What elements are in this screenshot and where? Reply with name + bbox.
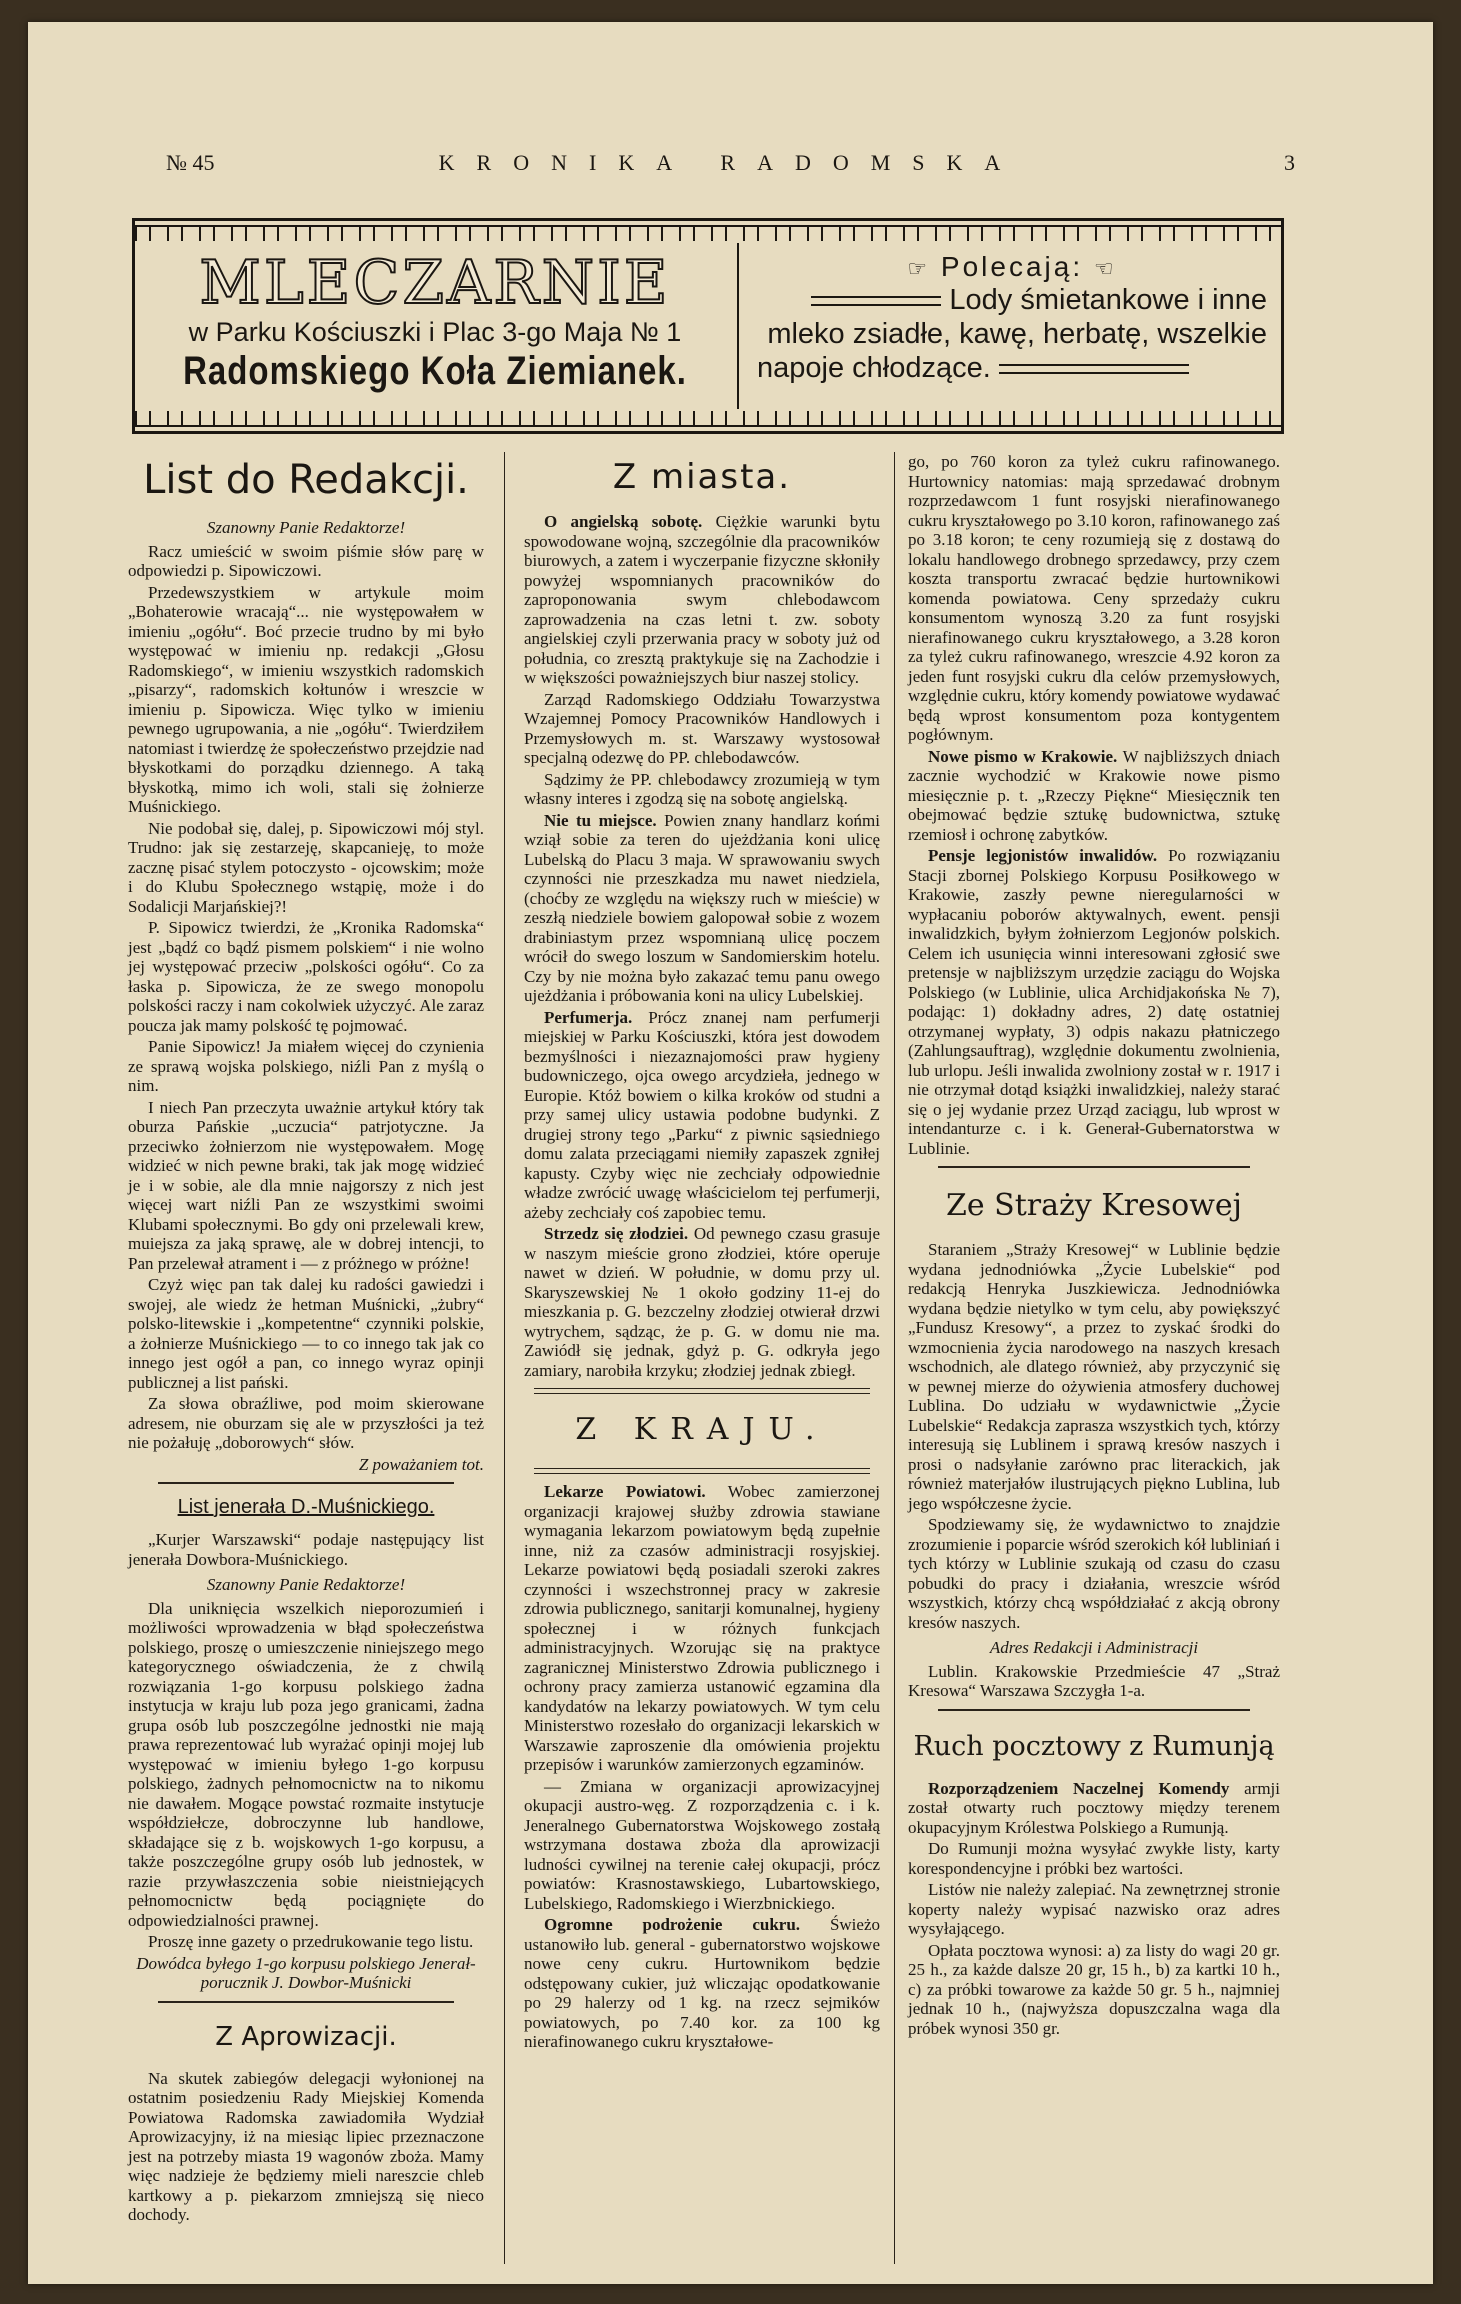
- advertisement-box: [132, 218, 1284, 434]
- signature: Dowódca byłego 1-go korpusu polskiego Jenerał-porucznik J. Dowbor-Muśnicki: [136, 1953, 476, 1992]
- section-heading: Ruch pocztowy z Rumunją: [913, 1730, 1275, 1762]
- paragraph: Dla uniknięcia wszelkich nieporozumień i możliwości wprowadzenia w błąd społeczeństwa polskiego, proszę o umieszczenie niniejszego mego kategorycznego oświadczenia, że z chwilą rozwiązania 1-go korpusu polskiego żadna instytucja w kraju lub poza jego granicami, żadna grupa osób lub poszczególne jednostki nie mają prawa reprezentować lub wyrażać opinji mojej lub występować w imieniu byłego 1-go korpusu polskiego, żadnych pełnomocnictw na to nikomu nie dawałem. Mogące powstać rozmaite instytucje współdziełcze, dobroczynne lub handlowe, składające się z b. wojskowych 1-go korpusu, a także poszczególne grupy osób lub jednostek, w razie przywłaszczenia sobie nieistniejących pełnomocnictw będą pociągnięte do odpowiedzialności prawnej.: [128, 1598, 484, 1930]
- ad-divider: [737, 243, 739, 409]
- paragraph: go, po 760 koron za tyleż cukru rafinowanego. Hurtownicy natomias: mają sprzedawać drobnym rozprzedawcom 1 funt rosyjski nierafinowanego cukru kryształowego po 3.10 koron, rafinowanego zaś po 3.18 koron; te ceny rozumieją się z dostawą do lokalu handlowego drobnego sprzedawcy, przy czem koszta transportu zwracać będzie hurtownikowi komenda powiatowa. Ceny sprzedaży cukru konsumentom wynoszą 3.20 za funt rosyjski nierafinowanego cukru kryształowego, a 3.28 koron za tyleż cukru rafinowanego, wreszcie 4.92 koron za jeden funt rosyjski cukru dla celów przemysłowych, względnie cukru, który komendy powiatowe wydawać będą wprost konsumentom poza kontygentem pogłównym.: [908, 452, 1280, 744]
- paragraph: Czyż więc pan tak dalej ku radości gawiedzi i swojej, ale wiedz że hetman Muśnicki, „żubry“ polsko-litewskie i „kompetentne“ czynniki polskie, a żołnierze Muśnickiego — to co innego tak jak co innego jest ogół a pan, co innego wyraz opinji publicznej a list pański.: [128, 1275, 484, 1392]
- running-header: [166, 150, 1295, 180]
- paragraph: — Zmiana w organizacji aprowizacyjnej okupacji austro-węg. Z rozporządzenia c. i k. Jeneralnego Gubernatorstwa Wojskowego zostałą wstrzymana dostawa zboża dla aprowizacji ludności cywilnej na terenie całej okupacji, prócz powiatów: Krasnostawskiego, Lubartowskiego, Lubelskiego, Radomskiego i Wierzbnickiego.: [524, 1776, 880, 1913]
- ad-recommend-label: Polecają:: [940, 251, 1084, 282]
- section-heading: Z miasta.: [612, 457, 792, 497]
- address: Lublin. Krakowskie Przedmieście 47 „Straż Kresowa“ Warszawa Szczygła 1-a.: [908, 1661, 1280, 1700]
- paragraph: I niech Pan przeczyta uważnie artykuł który tak oburza Pańskie „uczucia“ patrjotyczne. Ja przeciwko żołnierzom nie występowałem. Mogę widzieć w nich pewne braki, tak jak mogę widzieć je i w sobie, ale dla mnie najgorszy z nich jest więcej wart niźli Pan ze wszystkimi swoimi Klubami społecznymi. Bo gdy oni przelewali krew, muiejsza za jaką sprawę, ale w dobrej intencji, to Pan przelewał atrament i — z próżnego w próżne!: [128, 1097, 484, 1273]
- column-2: [524, 452, 880, 2268]
- ad-recommend-line: [757, 251, 1267, 283]
- paragraph: Listów nie należy zalepiać. Na zewnętrznej stronie koperty należy wypisać nazwisko oraz adres wysyłającego.: [908, 1880, 1280, 1938]
- paragraph: Spodziewamy się, że wydawnictwo to znajdzie zrozumienie i poparcie wśród szerokich kół lubliniań i tych którzy w Lublinie szukają od czasu do czasu pobudki do pracy i działania, wreszcie wśród wszystkich, którzy chcą współdziałać z akcją obrony kresów naszych.: [908, 1515, 1280, 1632]
- paragraph: Na skutek zabiegów delegacji wyłonionej na ostatnim posiedzeniu Rady Miejskiej Komenda Powiatowa Radomska zawiadomiła Wydział Aprowizacyjny, iż na miesiąc lipiec przeznaczone jest na potrzeby miasta 19 wagonów zboża. Mamy więc nadzieje że będziemy mieli nareszcie chleb kartkowy a p. piekarzom zmniejszą się nieco dochody.: [128, 2068, 484, 2224]
- ad-organization: Radomskiego Koła Ziemianek.: [183, 348, 687, 393]
- divider: [534, 1388, 870, 1394]
- ad-right-panel: [757, 251, 1267, 385]
- paragraph: Opłata pocztowa wynosi: a) za listy do wagi 20 gr. 25 h., za każde dalsze 20 gr, 15 h., b) za kartki 10 h., c) za próbki towarowe za każde 50 gr. 5 h., najmniej jednak 10 h., (najwyższa dopuszczalna waga dla próbek wynosi 350 gr.: [908, 1940, 1280, 2038]
- newspaper-title: KRONIKA RADOMSKA: [438, 150, 1023, 175]
- paragraph: Nowe pismo w Krakowie. W najbliższych dniach zacznie wychodzić w Krakowie nowe pismo miesięcznie p. t. „Rzeczy Piękne“ Miesięcznik ten obejmować będzie sztukę budownictwa, sztukę rzemiosł i ochronę zabytków.: [908, 746, 1280, 844]
- page-number: 3: [1284, 150, 1295, 175]
- paragraph: O angielską sobotę. Ciężkie warunki bytu spowodowane wojną, szczególnie dla pracowników biurowych, a zatem i wyczerpanie fizyczne skłoniły powyżej wspomnianych pracowników do zaproponowania swym chlebodawcom zaprowadzenia na czas letni t. zw. soboty angielskiej czyli przerwania pracy w soboty już od południa, co zresztą praktykuje się na Zachodzie i w większości poważniejszych biur naszej stolicy.: [524, 512, 880, 687]
- paragraph: Pensje legjonistów inwalidów. Po rozwiązaniu Stacji zbornej Polskiego Korpusu Posiłkowego w Krakowie, zaszły pewne nieregularności w wypłacaniu poborów aktywalnych, ewent. pensji inwalidzkich, byłym żołnierzom Legjonów polskich. Celem ich usunięcia winni interesowani zgłosić swe pretensje w najbliższym urzędzie zaciągu do Wojska Polskiego (w Lublinie, ulica Archidjakońska № 7), podając: 1) dokładny adres, 2) datę ostatniej otrzymanej wypłaty, 3) odpis nakazu płatniczego (Zahlungsauftrag), względnie dokumentu zwolnienia, lub urlopu. Jeśli inwalida zwolniony został w r. 1917 i nie otrzymał dotąd książki inwalidzkiej, należy starać się o jej wydanie przez Urząd zaciągu, lub wprost w intendanturze c. i k. Generał-Gubernatorstwa w Lublinie.: [908, 846, 1280, 1158]
- paragraph: Sądzimy że PP. chlebodawcy zrozumieją w tym własny interes i zgodzą się na sobotę angielską.: [524, 769, 880, 808]
- divider: [158, 1482, 454, 1484]
- ornament-border-bottom: [135, 411, 1281, 427]
- paragraph: Ogromne podrożenie cukru. Świeżo ustanowiło lub. general - gubernatorstwo wojskowe nowe ceny cukru. Hurtownikom będzie odstępowany cukier, już wliczając opodatkowanie po 29 halerzy od 1 kg. na rzecz sejmików powiatowych, po 7.40 kor. za 100 kg nierafinowanego cukru kryształowe-: [524, 1915, 880, 2051]
- article-heading: List do Redakcji.: [143, 457, 469, 503]
- article-heading: List jenerała D.-Muśnickiego.: [177, 1496, 435, 1518]
- ad-rule: [999, 364, 1189, 374]
- paragraph: Strzedz się złodziei. Od pewnego czasu grasuje w naszym mieście grono złodziei, które operuje nawet w dzień. W południe, w domu przy ul. Skaryszewskiej № 1 około godziny 11-ej do mieszkania p. G. bezczelny złodziej otwierał drzwi wytrychem, sądząc, że p. G. w domu nie ma. Zawiódł się jednak, gdyż p. G. odkryła jego zamiary, narobiła krzyku; złodziej jednak zbiegł.: [524, 1224, 881, 1380]
- article-heading: Z Aprowizacji.: [215, 2021, 397, 2052]
- divider: [158, 2001, 454, 2003]
- section-heading: Ze Straży Kresowej: [946, 1188, 1242, 1223]
- column-3: [908, 452, 1280, 2268]
- issue-number: № 45: [166, 150, 215, 175]
- ad-location: w Parku Kościuszki i Plac 3-go Maja № 1: [188, 317, 682, 347]
- paragraph: P. Sipowicz twierdzi, że „Kronika Radomska“ jest „bądź co bądź pismem polskiem“ i nie wolno jej występować przeciw „polskości ogółu“. Co za łaska p. Sipowicza, że ze swego monopolu polskości raczy i nam cokolwiek użyczyć. Ale zaraz poucza jak mamy polskość tę pojmować.: [128, 918, 484, 1035]
- paragraph: Do Rumunji można wysyłać zwykłe listy, karty korespondencyjne i próbki bez wartości.: [908, 1839, 1280, 1878]
- ad-text-line: Lody śmietankowe i inne: [757, 283, 1267, 317]
- paragraph: Lekarze Powiatowi. Wobec zamierzonej organizacji krajowej służby zdrowia stawiane wymagania lekarzom powiatowym będą zupełnie inne, niż za czasów administracji rosyjskiej. Lekarze powiatowi będą posiadali szeroki zakres czynności i wszechstronnej pracy w zakresie zdrowia publicznego, sanitarji komunalnej, hygieny społecznej i w różnych funkcjach administracyjnych. Wzorując się na praktyce zagranicznej Ministerstwo Zdrowia publicznego i ochrony pracy zamierza ustanowić egzamina dla kandydatów na lekarzy powiatowych. W tym celu Ministerstwo rozesłało do organizacji lekarskich w Warszawie zaproszenie dla omówienia projektu przepisów i warunków zamierzonych egzaminów.: [524, 1482, 880, 1774]
- paragraph: Nie tu miejsce. Powien znany handlarz końmi wziął sobie za teren do ujeżdżania koni ulicę Lubelską do Placu 3 maja. W sprawowaniu swych czynności nie przeszkadza mu nawet niedziela, (choćby ze względu na większy ruch w mieście) w zeszłą niedziele bowiem galopował sobie z wozem drabiniastym przez wspomnianą ulicę poczem wrócił do swego loszum w Sandomierskim hotelu. Czy by nie można było zakazać temu panu owego ujeżdżania i próbowania koni na ulicy Lubelskiej.: [524, 810, 880, 1005]
- ad-text-line: mleko zsiadłe, kawę, herbatę, wszelkie: [767, 318, 1267, 350]
- paragraph: Za słowa obraźliwe, pod moim skierowane adresem, nie oburzam się ale w przyszłości ja też nie pożałuję „doborowych“ słów.: [128, 1394, 484, 1452]
- pointing-hand-icon: ☞: [907, 256, 931, 281]
- signature: Z poważaniem tot.: [358, 1454, 484, 1474]
- paragraph: „Kurjer Warszawski“ podaje następujący list jenerała Dowbora-Muśnickiego.: [128, 1530, 484, 1569]
- divider: [938, 1166, 1250, 1168]
- paragraph: Racz umieścić w swoim piśmie słów parę w odpowiedzi p. Sipowiczowi.: [128, 541, 484, 580]
- salutation: Szanowny Panie Redaktorze!: [206, 518, 406, 537]
- paragraph: Staraniem „Straży Kresowej“ w Lublinie będzie wydana jednodniówka „Życie Lubelskie“ pod redakcją Henryka Juszkiewicza. Jednodniówka wydana będzie nietylko w tym celu, aby powiększyć „Fundusz Kresowy“, a przez to zyskać środki do wzmocnienia życia narodowego na naszych kresach wschodnich, ale dlatego również, aby przyczynić się w pewnej mierze do ożywienia atmosfery duchowej Lublina. Do udziału w wydawnictwie „Życie Lubelskie“ Redakcja zaprasza wszystkich tych, którzy interesują się Lublinem i sprawą kresów naszych i prosi o nadsyłanie zarówno prac literackich, jak również materjałów ilustrujących piękno Lublina, lub jego współczesne życie.: [908, 1240, 1280, 1513]
- paragraph: Panie Sipowicz! Ja miałem więcej do czynienia ze sprawą wojska polskiego, niźli Pan z myślą o nim.: [128, 1037, 484, 1095]
- column-rule: [504, 452, 505, 2264]
- paragraph: Nie podobał się, dalej, p. Sipowiczowi mój styl. Trudno: jak się zestarzeję, skapcanieję, to może zacznę pisać stylem potoczysto - ojcowskim; może i do Klubu Społecznego wstąpię, może i do Sodalicji Marjańskiej?!: [128, 818, 484, 916]
- ad-text-line: napoje chłodzące.: [757, 351, 1267, 385]
- divider: [534, 1468, 870, 1474]
- ad-left-panel: [155, 248, 715, 393]
- paragraph: Proszę inne gazety o przedrukowanie tego listu.: [148, 1932, 474, 1951]
- paragraph: Zarząd Radomskiego Oddziału Towarzystwa Wzajemnej Pomocy Pracowników Handlowych i Przemysłowych m. st. Warszawy wystosował specjalną odezwę do PP. chlebodawców.: [524, 689, 880, 767]
- paragraph: Rozporządzeniem Naczelnej Komendy armji został otwarty ruch pocztowy między terenem okupacyjnym Królestwa Polskiego a Rumunją.: [908, 1778, 1281, 1837]
- column-rule: [894, 452, 895, 2264]
- paragraph: Przedewszystkiem w artykule moim „Bohaterowie wracają“... nie występowałem w imieniu „ogółu“. Boć przecie trudno by mi było występować w imieniu np. redakcji „Głosu Radomskiego“, w imieniu wszystkich radomskich „pisarzy“, radomskich kołtunów i wreszcie w imieniu p. Sipowicza. Więc tylko w imieniu pewnego ugrupowania, a nie „ogółu“. Twierdziłem natomiast i twierdzę że społeczeństwo przejdzie nad błyskotkami do porządku dziennego. A taką błyskotką, mimo ich woli, stali się żołnierze Muśnickiego.: [128, 582, 484, 816]
- newspaper-page: [28, 22, 1433, 2284]
- column-1: [128, 452, 484, 2268]
- ornament-border-top: [135, 225, 1281, 241]
- salutation: Szanowny Panie Redaktorze!: [206, 1575, 406, 1594]
- paragraph: Perfumerja. Prócz znanej nam perfumerji miejskiej w Parku Kościuszki, która jest dowodem bezmyślności i niezaznajomości praw hygieny budowniczego, ojca owego arcydzieła, jednego w Europie. Któż bowiem o kilka kroków od studni a przy samej ulicy ustawia podobne budynki. Z drugiej strony tego „Parku“ z piwnic sąsiedniego domu zalata przeciągami niemiły zapaszek zgniłej kapusty. Czyby więc nie zechciały odpowiednie władze zwrócić uwagę właścicielom tej perfumerji, ażeby zechciały coś zapobiec temu.: [524, 1007, 881, 1222]
- address-title: Adres Redakcji i Administracji: [989, 1638, 1199, 1657]
- divider: [938, 1709, 1250, 1711]
- ad-title: MLECZARNIE: [199, 248, 671, 318]
- ad-rule: [811, 296, 941, 306]
- pointing-hand-icon: ☜: [1093, 256, 1117, 281]
- section-heading: Z KRAJU.: [575, 1412, 829, 1447]
